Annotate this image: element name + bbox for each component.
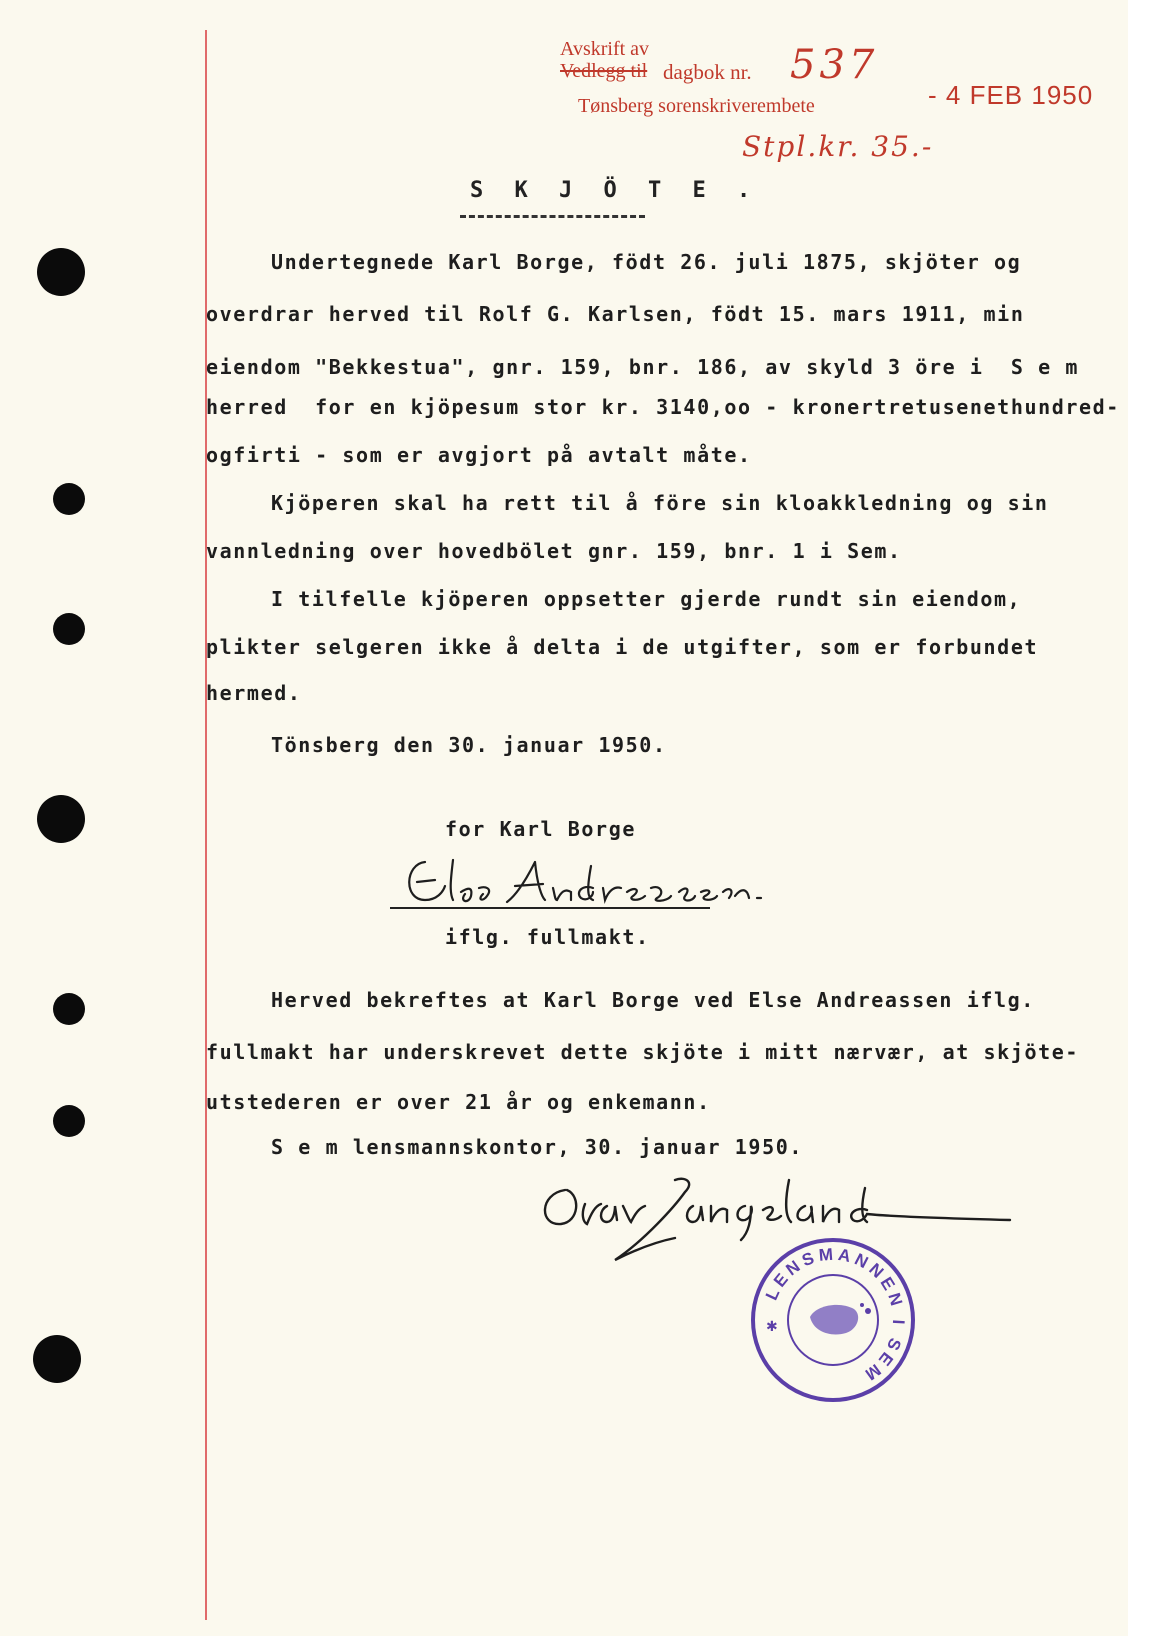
signature-line: [390, 907, 710, 909]
margin-line: [205, 30, 207, 1620]
body-line: eiendom "Bekkestua", gnr. 159, bnr. 186, av skyld 3 öre i S e m: [206, 355, 1080, 379]
dagbok-number: 537: [790, 42, 879, 88]
stamp-avskrift: Avskrift av: [560, 38, 650, 60]
stamp-vedlegg: Vedlegg til: [560, 60, 648, 82]
body-line: ogfirti - som er avgjort på avtalt måte.: [206, 443, 752, 467]
signature-for: for Karl Borge: [445, 817, 636, 841]
svg-text:LENSMANNEN I SEM: LENSMANNEN I SEM: [761, 1244, 909, 1387]
stamp-office: Tønsberg sorenskriverembete: [578, 95, 815, 117]
attest-line: S e m lensmannskontor, 30. januar 1950.: [271, 1135, 803, 1159]
attest-line: utstederen er over 21 år og enkemann.: [206, 1090, 711, 1114]
punch-hole-icon: [53, 613, 85, 645]
punch-hole-icon: [53, 993, 85, 1025]
stamp-fee-note: Stpl.kr. 35.-: [742, 130, 934, 163]
signature-authority: iflg. fullmakt.: [445, 925, 650, 949]
attest-line: fullmakt har underskrevet dette skjöte i mitt nærvær, at skjöte-: [206, 1040, 1080, 1064]
title-underline: [460, 215, 645, 218]
punch-hole-icon: [37, 795, 85, 843]
body-line: Undertegnede Karl Borge, födt 26. juli 1875, skjöter og: [271, 250, 1022, 274]
body-line: plikter selgeren ikke å delta i de utgifter, som er forbundet: [206, 635, 1039, 659]
official-seal-icon: [748, 1235, 918, 1405]
body-line: herred for en kjöpesum stor kr. 3140,oo - kronertretusenethundred-: [206, 395, 1120, 419]
handwritten-signature-else-andreassen: [395, 852, 815, 912]
body-line: Tönsberg den 30. januar 1950.: [271, 733, 667, 757]
punch-hole-icon: [53, 1105, 85, 1137]
punch-hole-icon: [37, 248, 85, 296]
stamp-dagbok-label: dagbok nr.: [663, 60, 752, 84]
document-title: S K J Ö T E .: [470, 178, 760, 203]
stamp-date: - 4 FEB 1950: [928, 80, 1094, 110]
body-line: Kjöperen skal ha rett til å före sin kloakkledning og sin: [271, 491, 1049, 515]
svg-text:✱: ✱: [766, 1319, 778, 1335]
page-edge: [1128, 0, 1149, 1636]
punch-hole-icon: [33, 1335, 81, 1383]
punch-hole-icon: [53, 483, 85, 515]
body-line: I tilfelle kjöperen oppsetter gjerde rundt sin eiendom,: [271, 587, 1022, 611]
attest-line: Herved bekreftes at Karl Borge ved Else Andreassen iflg.: [271, 988, 1035, 1012]
body-line: overdrar herved til Rolf G. Karlsen, födt 15. mars 1911, min: [206, 302, 1025, 326]
body-line: hermed.: [206, 681, 302, 705]
body-line: vannledning over hovedbölet gnr. 159, bnr. 1 i Sem.: [206, 539, 902, 563]
